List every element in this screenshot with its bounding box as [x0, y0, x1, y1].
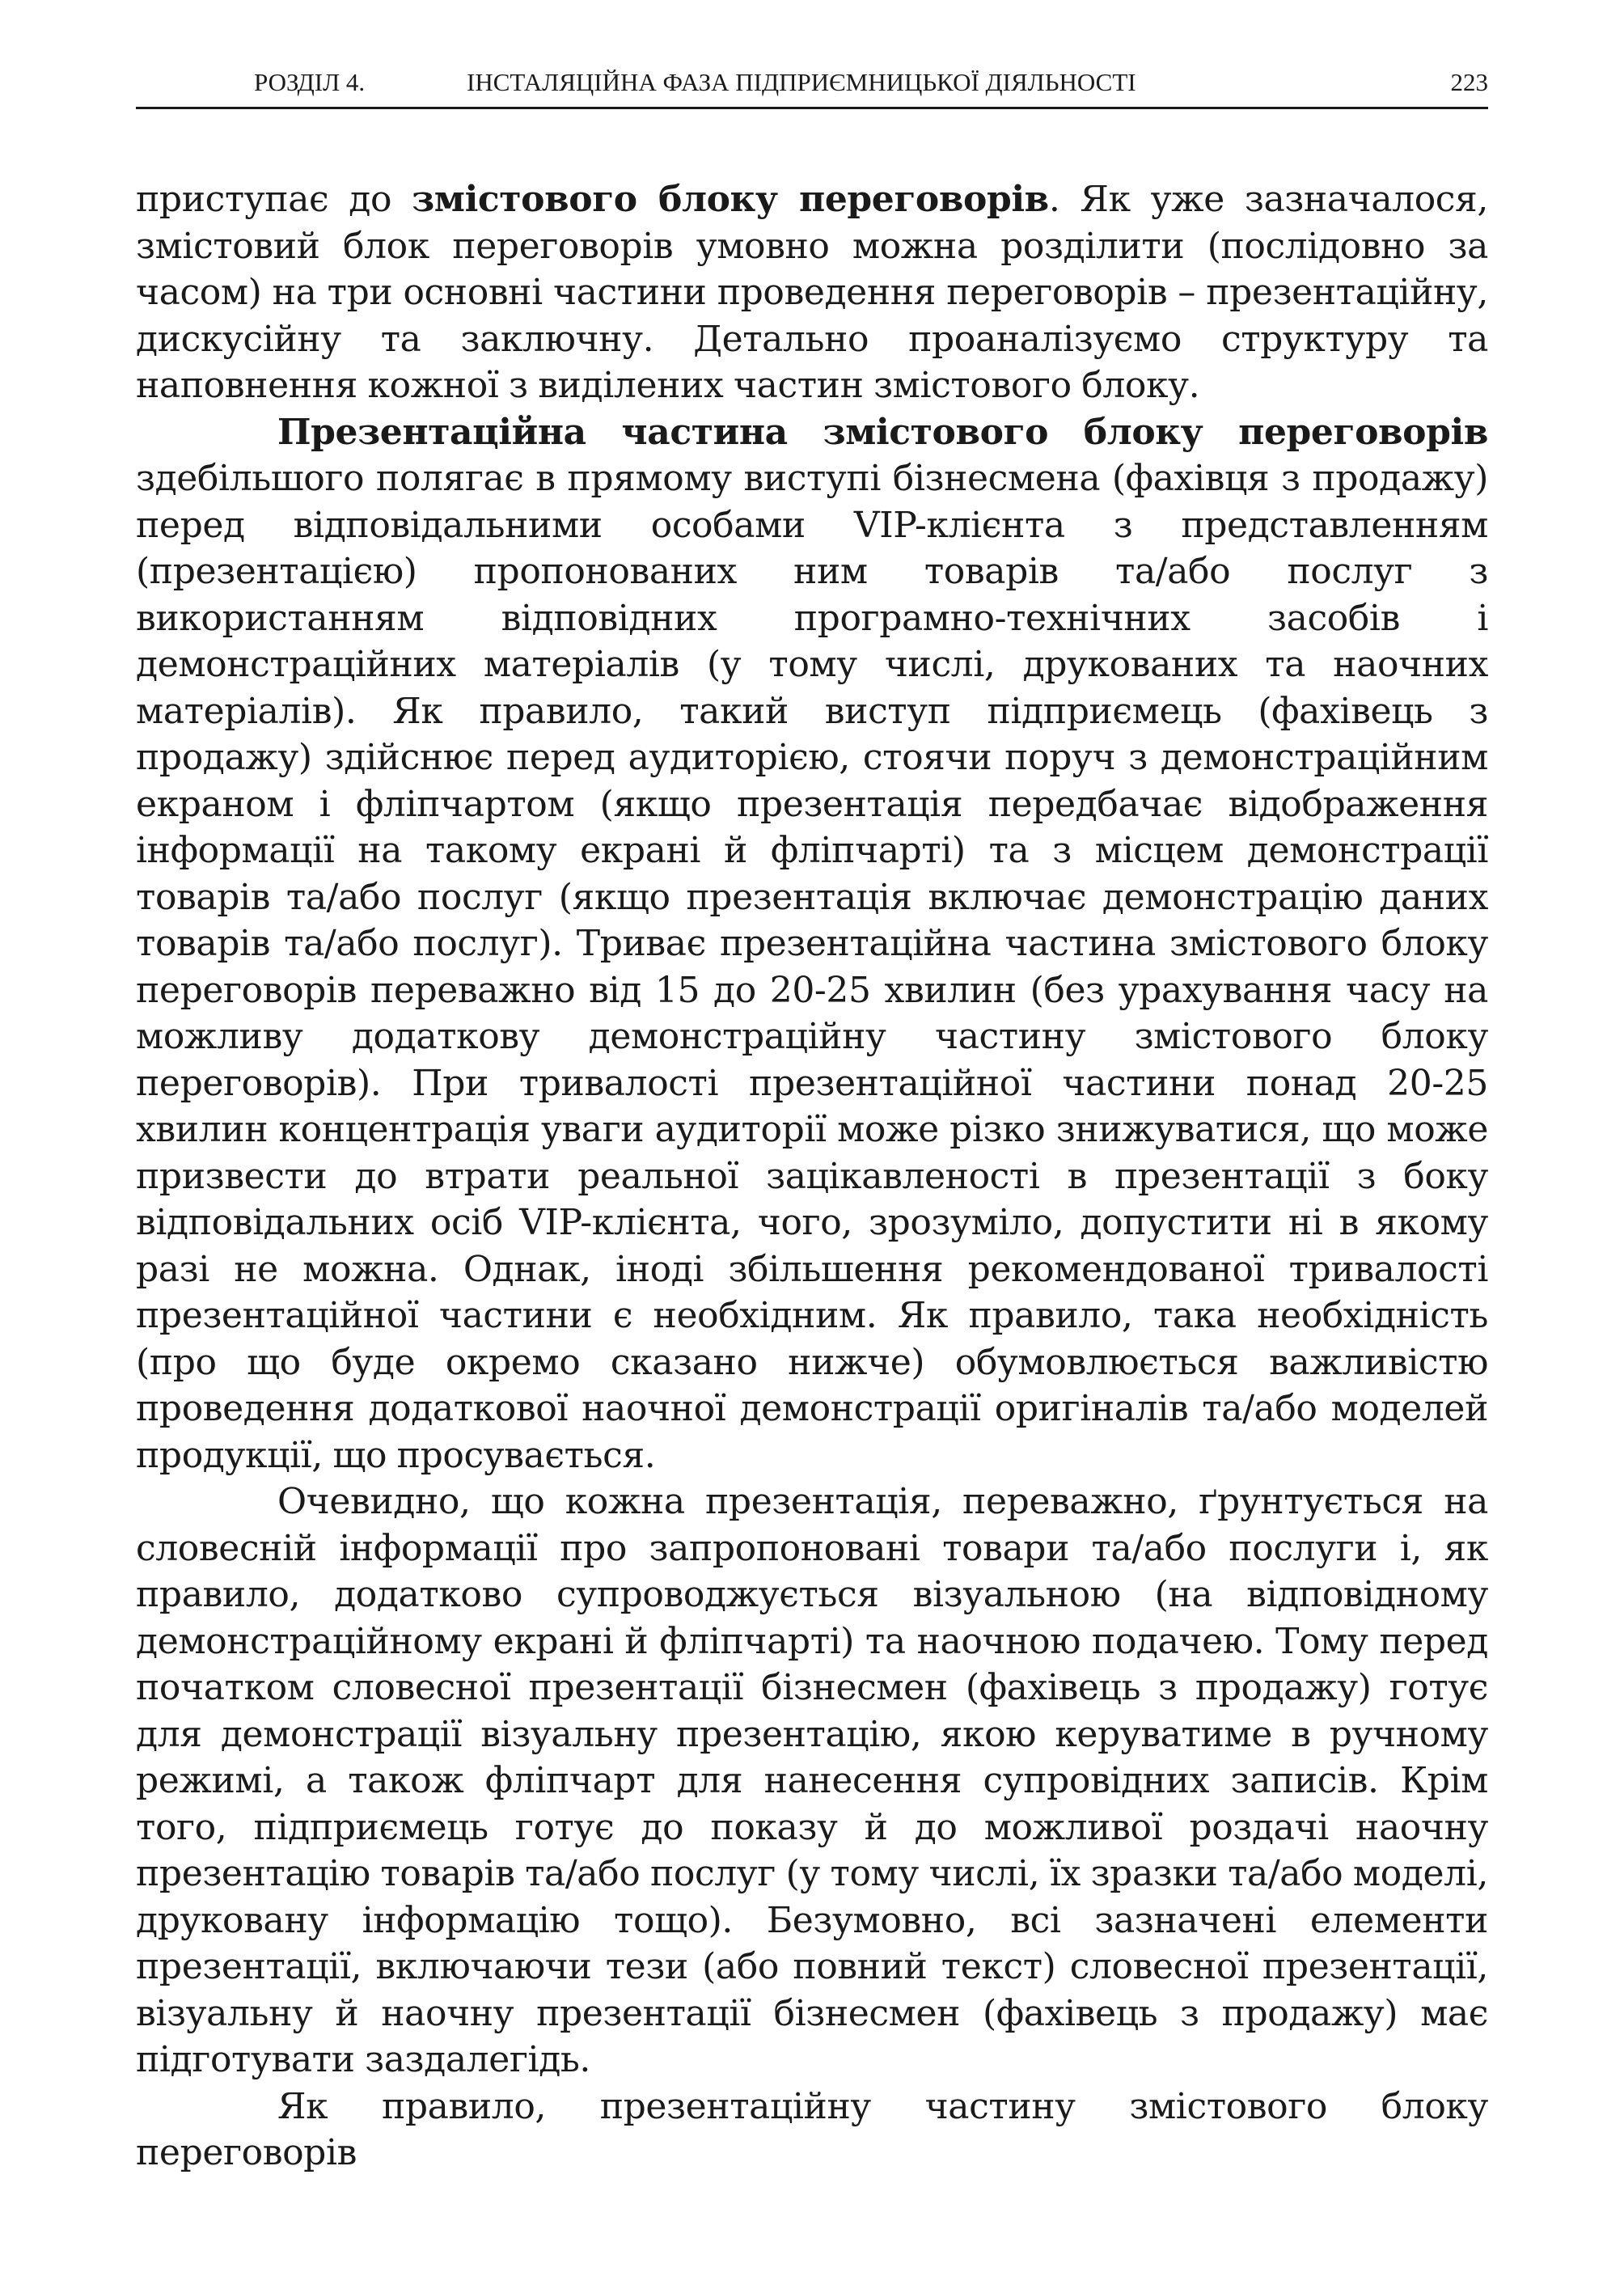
paragraph-1-bold-term: змістового блоку переговорів: [412, 179, 1049, 220]
paragraph-2-text: здебільшого полягає в прямому виступі бізнесмена (фахівця з продажу) перед відповідальними особами VIP-клієнта з представленням (презентацією) пропонованих ним товарів та/або послуг з використанням відповідних програмно-технічних засобів і демонстраційних матеріалів (у тому числі, друкованих та наочних матеріалів). Як правило, такий виступ підприємець (фахівець з продажу) здійснює перед аудиторією, стоячи поруч з демонстраційним екраном і фліпчартом (якщо презентація передбачає відображення інформації на такому екрані й фліпчарті) та з місцем демонстрації товарів та/або послуг (якщо презентація включає демонстрацію даних товарів та/або послуг). Триває презентаційна частина змістового блоку переговорів переважно від 15 до 20-25 хвилин (без урахування часу на можливу додаткову демонстраційну частину змістового блоку переговорів). При тривалості презентаційної частини понад 20-25 хвилин концентрація уваги аудиторії може різко знижуватися, що може призвести до втрати реальної зацікавленості в презентації з боку відповідальних осіб VIP-клієнта, чого, зрозуміло, допустити ні в якому разі не можна. Однак, іноді збільшення рекомендованої тривалості презентаційної частини є необхідним. Як правило, така необхідність (про що буде окремо сказано нижче) обумовлюється важливістю проведення додаткової наочної демонстрації оригіналів та/або моделей продукції, що просувається.: [136, 458, 1488, 1476]
paragraph-1: [136, 176, 1488, 409]
running-header: [136, 66, 1488, 109]
paragraph-2: [136, 409, 1488, 1479]
chapter-title: ІНСТАЛЯЦІЙНА ФАЗА ПІДПРИЄМНИЦЬКОЇ ДІЯЛЬНОСТІ: [467, 68, 1136, 96]
paragraph-3: Очевидно, що кожна презентація, переважно, ґрунтується на словесній інформації про запропоновані товари та/або послуги і, як правило, додатково супроводжується візуальною (на відповідному демонстраційному екрані й фліпчарті) та наочною подачею. Тому перед початком словесної презентації бізнесмен (фахівець з продажу) готує для демонстрації візуальну презентацію, якою керуватиме в ручному режимі, а також фліпчарт для нанесення супровідних записів. Крім того, підприємець готує до показу й до можливої роздачі наочну презентацію товарів та/або послуг (у тому числі, їх зразки та/або моделі, друковану інформацію тощо). Безумовно, всі зазначені елементи презентації, включаючи тези (або повний текст) словесної презентації, візуальну й наочну презентації бізнесмен (фахівець з продажу) має підготувати заздалегідь.: [136, 1481, 1488, 2080]
chapter-label: РОЗДІЛ 4.: [254, 68, 366, 96]
paragraph-1-text-start: приступає до: [136, 179, 412, 220]
page-number: 223: [1450, 68, 1488, 96]
paragraph-1-text-end: . Як уже зазначалося, змістовий блок переговорів умовно можна розділити (послідовно за часом) на три основні частини проведення переговорів – презентаційну, дискусійну та заключну. Детально проаналізуємо структуру та наповнення кожної з виділених частин змістового блоку.: [136, 179, 1488, 406]
paragraph-2-bold-term: Презентаційна частина змістового блоку переговорів: [277, 411, 1488, 453]
body-text: [136, 176, 1488, 2177]
paragraph-4: Як правило, презентаційну частину змістового блоку переговорів: [136, 2085, 1488, 2173]
